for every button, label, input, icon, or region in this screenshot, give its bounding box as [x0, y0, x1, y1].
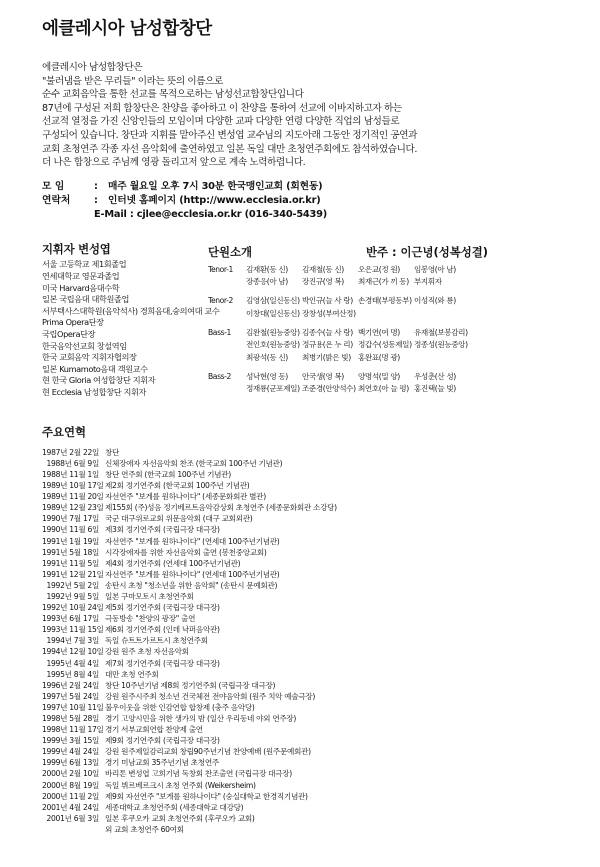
conductor-career-item: 한국 교회음악 지휘자협의장 [42, 352, 137, 363]
history-event: 제4회 정기연주회 (연세대 100주년기념관) [105, 558, 241, 568]
conductor-career-item: 일본 Kumamoto음대 객원교수 [42, 363, 148, 374]
member-name: 김재철(동 신) [302, 264, 344, 274]
voice-part [206, 308, 246, 321]
conductor-career-item: 현 한국 Gloria 여성합창단 지휘자 [42, 375, 156, 386]
history-event: 창단 [105, 447, 120, 457]
page-title: 에클레시아 남성합창단 [42, 19, 212, 39]
homepage-link[interactable]: 인터넷 홈페이지 (http://www.ecclesia.or.kr) [108, 194, 321, 206]
history-item [42, 702, 582, 713]
history-item [42, 669, 582, 680]
history-event: 일본 후쿠오카 교회 초청연주회 (후쿠오카 교회) [105, 813, 255, 823]
history-item [42, 447, 582, 458]
voice-part: Tenor-2 [208, 296, 233, 306]
voice-part [206, 339, 246, 352]
member-name: 정규용(온 누 리) [302, 340, 353, 350]
contact-label: 연락처 [42, 194, 71, 206]
history-item [42, 658, 582, 669]
history-date: 1987년 2월 22일 [42, 447, 100, 457]
history-date: 1991년 12월 21일 [42, 569, 104, 579]
history-date: 1997년 10월 11일 [42, 702, 104, 712]
member-name: 홍진택(늘 빛) [414, 384, 456, 394]
history-date: 1989년 10월 17일 [42, 481, 104, 491]
conductor-heading: 지휘자 변성엽 [42, 241, 111, 256]
history-date: 1992년 9월 5일 [46, 591, 99, 601]
history-date: 1994년 7월 3일 [46, 636, 99, 646]
voice-part [206, 352, 246, 365]
member-name: 정갑수(성동제일) [358, 340, 412, 350]
intro-line: 순수 교회음악을 통한 선교를 목적으로하는 남성선교합창단입니다 [42, 89, 304, 101]
member-name: 최재근(가 끼 동) [358, 277, 409, 287]
document-page [42, 18, 582, 835]
history-event: 독일 슈트트가르트시 초청연주회 [105, 636, 208, 646]
history-date: 1998년 5월 28일 [42, 714, 100, 723]
history-event: 경기 미남교회 35주년기념 초청연주 [105, 758, 219, 768]
history-event: 강원 원주시주최 청소년 건국체전 전야음악회 (원주 치악 예술극장) [105, 691, 316, 701]
history-date: 2000년 11월 2일 [42, 791, 100, 801]
history-event: 국군 대구위로교회 위문음악회 (대구 교회외관) [105, 514, 253, 524]
history-event: 제3회 정기연주회 (국립극장 대극장) [105, 525, 220, 535]
member-name: 오은교(정 원) [358, 264, 400, 274]
history-date: 1999년 3월 15일 [42, 736, 100, 746]
member-name: 최연호(아 늘 평) [358, 384, 409, 394]
history-event: 불우이웃을 위한 인감연합 합창제 (충주 음악당) [105, 702, 255, 712]
roster-table [206, 264, 582, 396]
email-row [42, 208, 582, 222]
meeting-separator: : [94, 180, 98, 192]
history-item [42, 491, 582, 502]
voice-part: Bass-1 [208, 327, 231, 337]
history-event: 제9회 자선연주 "보게를 원하나이다" (숭실대학교 한경직기념관) [105, 791, 308, 801]
history-item [42, 502, 582, 513]
member-name [414, 308, 464, 321]
intro-line: 에클레시아 남성합창단은 [42, 62, 143, 73]
meeting-label: 모 임 [42, 180, 65, 192]
intro-line: 더 나은 합창으로 주님께 영광 돌리고저 앞으로 계속 노력하렵니다. [42, 157, 306, 169]
history-date: 1995년 4월 4일 [46, 658, 99, 668]
voice-part: Tenor-1 [208, 264, 233, 274]
roster-row [206, 383, 582, 396]
history-section [42, 424, 582, 835]
history-date: 1994년 12월 10일 [42, 647, 104, 657]
member-name: 이창대(일신동신) [246, 308, 300, 318]
history-item [42, 558, 582, 569]
roster-row [206, 276, 582, 289]
roster-row [206, 339, 582, 352]
history-item [42, 791, 582, 802]
intro-line: "불러냄을 받은 무리들" 이라는 뜻의 이름으로 [42, 75, 223, 87]
intro-line: 교회 초청연주 각종 자선 음악회에 출연하였고 일본 독일 대만 초청연주회에도 참석하였습니다. [42, 143, 417, 155]
member-name: 김완철(원능중앙) [246, 327, 300, 337]
history-date: 1999년 6월 13일 [42, 758, 100, 768]
conductor-career-item: 국립Opera단장 [42, 328, 96, 339]
history-item [42, 691, 582, 702]
member-name: 장창성(부여산정) [302, 308, 356, 318]
roster-row [206, 371, 582, 384]
history-event: 제7회 정기연주회 (국립극장 대극장) [105, 658, 220, 668]
member-name: 양명석(밀 양) [358, 371, 400, 381]
history-item [42, 746, 582, 757]
history-item [42, 802, 582, 813]
conductor-career-item: 연세대학교 영문과졸업 [42, 270, 120, 281]
roster-row [206, 327, 582, 340]
member-name: 부지휘자 [414, 277, 442, 287]
history-item [42, 524, 582, 535]
accompanist: 반주 : 이근녕(성복성결) [366, 244, 488, 259]
history-event: 대만 초청 연주회 [105, 669, 159, 679]
roster-row [206, 352, 582, 365]
member-name: 유재철(보봉감리) [414, 327, 468, 337]
history-item [42, 513, 582, 524]
history-date: 1992년 10월 24일 [42, 603, 104, 613]
history-date [42, 824, 105, 835]
roster-row [206, 308, 582, 321]
history-event: 제155회 (주)성음 정기베르트음악감상회 초청연주 (세종문화회관 소강당) [105, 503, 337, 513]
conductor-career-item: 한국음악선교회 창설역임 [42, 340, 127, 351]
history-event: 경기 고양시민을 위한 생가의 밤 (일산 우리동네 야외 연주장) [105, 714, 297, 723]
member-name: 김종수(늘 사 랑) [302, 327, 353, 337]
conductor-career-item: 일본 국립음대 대학원졸업 [42, 294, 130, 305]
history-event: 강원 원주 초청 자선음악회 [105, 647, 189, 657]
roster-row [206, 264, 582, 277]
history-event: 창단 10주년기념 제8회 정기연주회 (국립극장 대극장) [105, 680, 276, 690]
history-event: 자선연주 "보게를 원하나이다" (연세대 100주년기념관) [105, 536, 280, 546]
conductor-career-item: 현 Ecclesia 남성합창단 지휘자 [42, 386, 147, 397]
meeting-value: 매주 월요일 오후 7시 30분 한국맹인교회 (회현동) [108, 180, 323, 192]
conductor-career-item: 미국 Harvard음대수학 [42, 282, 120, 293]
history-date: 1988년 6월 9일 [46, 458, 99, 468]
history-item [42, 469, 582, 480]
history-item [42, 757, 582, 768]
history-item [42, 547, 582, 558]
member-name: 조준경(안양석수) [302, 384, 356, 394]
history-event: 제2회 정기연주회 (한국교회 100주년 기념관) [105, 481, 250, 491]
member-name: 전인호(원능중앙) [246, 340, 300, 350]
member-name [414, 352, 464, 365]
history-date: 1996년 2월 24일 [42, 680, 100, 690]
meeting-row [42, 180, 582, 194]
history-date: 1998년 11월 17일 [42, 725, 104, 735]
history-event: 일본 구마모토시 초청연주회 [105, 591, 194, 601]
history-item [42, 813, 582, 824]
member-name: 우성춘(산 성) [414, 371, 456, 381]
history-item [42, 613, 582, 624]
history-item [42, 580, 582, 591]
history-event: 제9회 정기연주회 (국립극장 대극장) [105, 736, 220, 746]
conductor-career-item: 서울 고등학교 제1회졸업 [42, 259, 127, 270]
history-event: 시각장애자를 위한 자선음악회 출연 (봉천중앙교회) [105, 547, 267, 557]
member-name: 최병기(밝은 빛) [302, 352, 351, 362]
history-date: 1997년 5월 24일 [42, 691, 100, 701]
member-name: 김재환(동 신) [246, 264, 288, 274]
history-event: 자선연주 "보게를 원하나이다" (세종문화회관 별관) [105, 492, 266, 502]
history-item [42, 536, 582, 547]
history-item [42, 458, 582, 469]
member-name: 박인규(늘 사 랑) [302, 296, 353, 306]
member-name: 이성직(와 룡) [414, 296, 456, 306]
member-name: 최광석(동 신) [246, 352, 288, 362]
voice-part [206, 383, 246, 396]
history-item [42, 602, 582, 613]
member-name: 백기연(여 명) [358, 327, 400, 337]
history-date: 1990년 7월 17일 [42, 514, 100, 524]
intro-paragraph [42, 61, 582, 170]
history-event: 경기 서부교회연합 찬양제 출연 [105, 725, 203, 735]
history-date: 1991년 1월 19일 [42, 536, 100, 546]
history-date: 1991년 11월 5일 [42, 558, 100, 568]
roster-row [206, 295, 582, 308]
member-name: 장종응(아 남) [246, 277, 288, 287]
voice-part [206, 276, 246, 289]
history-date: 1999년 4월 24일 [42, 747, 100, 757]
contact-separator: : [94, 194, 98, 206]
member-name: 임봉영(아 남) [414, 264, 456, 274]
member-name: 정종성(원능중앙) [414, 340, 468, 350]
history-item [42, 480, 582, 491]
history-event: 제5회 정기연주회 (국립극장 대극장) [105, 603, 220, 613]
history-date: 2001년 4월 24일 [42, 802, 100, 812]
history-event: 창단 연주회 (한국교회 100주년 기념관) [105, 469, 231, 479]
voice-part: Bass-2 [208, 371, 231, 381]
history-item [42, 724, 582, 735]
history-event: 강원 원주제일감리교회 창립90주년기념 찬양예배 (원주문예회관) [105, 747, 311, 757]
history-date: 2000년 8월 19일 [42, 780, 100, 790]
history-item [42, 569, 582, 580]
contact-block [42, 180, 582, 222]
history-event: 바리톤 변성엽 고희기념 독창회 찬조출연 (국립극장 대극장) [105, 769, 292, 779]
history-event: 신체장애자 자선음악회 찬조 (한국교회 100주년 기념관) [105, 458, 283, 468]
history-event: 극동방송 "찬양의 광장" 출연 [105, 614, 196, 624]
history-event: 제6회 정기연주회 (인데 낙퍼음악관) [105, 625, 220, 635]
history-item [42, 780, 582, 791]
history-date: 1991년 5월 18일 [42, 547, 100, 557]
history-date: 1988년 11월 1일 [42, 469, 100, 479]
history-date: 1990년 11월 6일 [42, 525, 100, 535]
member-name: 안국생(영 복) [302, 371, 344, 381]
history-item [42, 824, 582, 835]
history-event: 외 교회 초청연주 60여회 [105, 824, 184, 834]
roster-header [206, 244, 582, 264]
history-date: 1989년 12월 23일 [42, 503, 104, 513]
member-name: 손경태(부평동부) [358, 296, 412, 306]
history-date: 1995년 8월 4일 [46, 669, 99, 679]
history-list [42, 447, 582, 835]
history-item [42, 680, 582, 691]
history-item [42, 768, 582, 779]
contact-row [42, 194, 582, 208]
history-event: 독일 뷔르베르크시 초청 연주회 (Weikersheim) [105, 780, 256, 790]
history-event: 자선연주 "보게를 원하나이다" (연세대 100주년기념관) [105, 569, 280, 579]
history-heading: 주요연혁 [42, 424, 87, 439]
history-item [42, 735, 582, 746]
history-item [42, 646, 582, 657]
history-date: 1993년 11월 15일 [42, 625, 104, 635]
conductor-career-item: 서부텍사스대학원(음악석사) 경희음대,숭의여대 교수 [42, 305, 220, 316]
history-date: 1989년 11월 20일 [42, 492, 104, 502]
history-date: 1993년 6월 17일 [42, 614, 100, 624]
history-event: 세종대학교 초청연주회 (세종대학교 대강당) [105, 802, 244, 812]
email-link[interactable]: E-Mail : cjlee@ecclesia.or.kr (016-340-5439) [94, 208, 328, 220]
member-name: 성낙현(영 동) [246, 371, 288, 381]
history-event: 송탄시 초청 "청소년을 위한 음악회" (송탄시 문예회관) [105, 580, 278, 590]
history-item [42, 713, 582, 724]
history-item [42, 624, 582, 635]
intro-line: 87년에 구성된 저희 합창단은 찬양을 좋아하고 이 찬양을 통하여 선교에 이바지하고자 하는 [42, 102, 402, 114]
conductor-career-item: Prima Opera단장 [42, 317, 104, 328]
history-date: 2001년 6월 3일 [46, 813, 99, 823]
middle-section [42, 241, 582, 404]
roster-section [206, 244, 582, 396]
member-name: 홍완표(명 광) [358, 352, 400, 362]
intro-line: 선교적 열정을 가진 신앙인들의 모임이며 다양한 교파 다양한 연령 다양한 직업의 남성들로 [42, 116, 400, 128]
member-name: 김영삼(일신동신) [246, 296, 300, 306]
member-name: 장진규(영 복) [302, 277, 344, 287]
history-item [42, 635, 582, 646]
roster-heading: 단원소개 [208, 244, 253, 259]
member-name: 정재룡(군포제일) [246, 384, 300, 394]
history-item [42, 591, 582, 602]
member-name [358, 308, 414, 321]
history-date: 1992년 5월 2일 [46, 580, 99, 590]
intro-line: 구성되어 있습니다. 창단과 지휘를 맡아주신 변성엽 교수님의 지도아래 그동안 정기적인 공연과 [42, 129, 417, 141]
history-date: 2000년 2월 10일 [42, 769, 100, 779]
